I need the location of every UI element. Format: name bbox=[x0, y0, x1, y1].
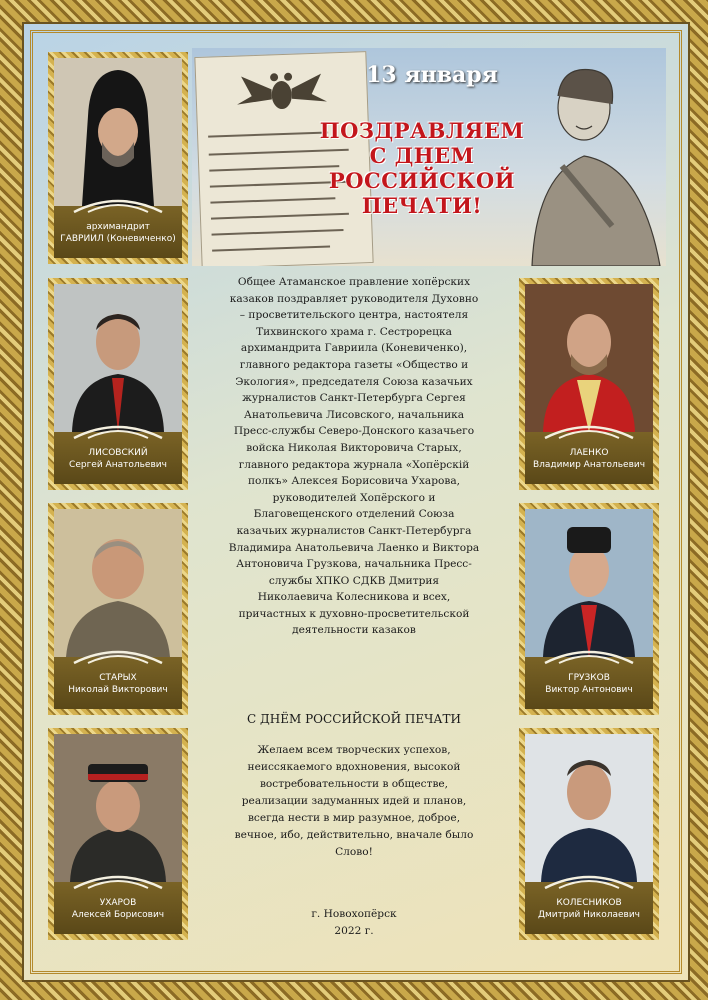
portrait-photo bbox=[525, 509, 653, 657]
message-line: журналистов Санкт-Петербурга Сергея bbox=[242, 392, 466, 405]
message-line: Николаевича Колесникова и всех, bbox=[257, 591, 451, 604]
crossed-quills-icon bbox=[68, 643, 168, 665]
date-label: 13 января bbox=[366, 62, 498, 88]
portrait-card-starykh bbox=[48, 503, 188, 715]
wish-line: Слово! bbox=[335, 846, 373, 858]
portrait-name-line1: ГРУЗКОВ bbox=[568, 673, 610, 683]
crossed-quills-icon bbox=[539, 418, 639, 440]
message-line: полкъ» Алексея Борисовича Ухарова, bbox=[247, 475, 461, 488]
wish-line: востребовательности в обществе, bbox=[259, 778, 449, 790]
crossed-quills-icon bbox=[68, 868, 168, 890]
section-title: С ДНЁМ РОССИЙСКОЙ ПЕЧАТИ bbox=[247, 712, 461, 726]
message-line: казаков поздравляет руководителя Духовно bbox=[229, 292, 479, 305]
portrait-name-line2: Николай Викторович bbox=[68, 685, 168, 695]
portrait-card-laenko bbox=[519, 278, 659, 490]
signature bbox=[198, 906, 510, 940]
portrait-photo bbox=[54, 509, 182, 657]
wish-line: неиссякаемого вдохновения, высокой bbox=[247, 761, 461, 773]
portrait-photo bbox=[525, 284, 653, 432]
message-line: Владимира Анатольевича Лаенко и Виктора bbox=[228, 541, 480, 554]
message-line: Антоновича Грузкова, начальника Пресс- bbox=[236, 558, 472, 571]
name-plate bbox=[54, 206, 182, 258]
crossed-quills-icon bbox=[68, 192, 168, 214]
portrait-photo bbox=[54, 58, 182, 206]
message-line: руководителей Хопёрского и bbox=[272, 491, 436, 504]
signature-place: г. Новохопёрск bbox=[311, 908, 397, 920]
portrait-name-line1: ЛАЕНКО bbox=[569, 448, 609, 458]
portrait-photo bbox=[54, 734, 182, 882]
portrait-name-line2: Дмитрий Николаевич bbox=[537, 910, 641, 920]
message-line: деятельности казаков bbox=[292, 624, 416, 637]
name-plate bbox=[54, 882, 182, 934]
name-plate bbox=[525, 882, 653, 934]
name-plate bbox=[54, 657, 182, 709]
portrait-name-line1: СТАРЫХ bbox=[99, 673, 137, 683]
portrait-name-line2: Алексей Борисович bbox=[71, 910, 165, 920]
portrait-name-line2: Владимир Анатольевич bbox=[532, 460, 646, 470]
message-line: главного редактора журнала «Хопёрскiй bbox=[238, 458, 470, 471]
wish-line: Желаем всем творческих успехов, bbox=[257, 744, 451, 756]
message-line: – просветительского центра, настоятеля bbox=[239, 309, 469, 322]
portrait-photo bbox=[525, 734, 653, 882]
crossed-quills-icon bbox=[539, 868, 639, 890]
message-line: Благовещенского отделений Союза bbox=[253, 508, 455, 521]
header-collage bbox=[192, 48, 666, 266]
message-line: архимандрита Гавриила (Коневиченко), bbox=[240, 342, 468, 355]
portrait-card-gruzkov bbox=[519, 503, 659, 715]
message-line: войска Николая Викторовича Старых, bbox=[246, 441, 462, 454]
portrait-name-line2: Сергей Анатольевич bbox=[69, 460, 167, 470]
name-plate bbox=[54, 432, 182, 484]
portrait-card-gavriil bbox=[48, 52, 188, 264]
message-line: казачьих журналистов Санкт-Петербурга bbox=[236, 524, 472, 537]
message-line: Тихвинского храма г. Сестрорецка bbox=[256, 325, 452, 338]
headline-line: С ДНЕМ bbox=[369, 143, 475, 168]
portrait-name-line1: УХАРОВ bbox=[99, 898, 137, 908]
wishes-paragraph bbox=[198, 742, 510, 861]
headline-line: РОССИЙСКОЙ bbox=[328, 168, 516, 193]
name-plate bbox=[525, 432, 653, 484]
crossed-quills-icon bbox=[68, 418, 168, 440]
name-plate bbox=[525, 657, 653, 709]
congratulation-message bbox=[198, 274, 510, 639]
signature-year: 2022 г. bbox=[334, 925, 374, 937]
headline bbox=[302, 118, 542, 218]
portrait-name-line2: ГАВРИИЛ (Коневиченко) bbox=[60, 234, 176, 244]
portrait-name-line1: архимандрит bbox=[86, 222, 150, 232]
portrait-name-line2: Виктор Антонович bbox=[545, 685, 633, 695]
wish-line: вечное, ибо, действительно, вначале было bbox=[234, 829, 474, 841]
headline-line: ПЕЧАТИ! bbox=[361, 193, 483, 218]
portrait-name-line1: КОЛЕСНИКОВ bbox=[556, 898, 622, 908]
message-line: главного редактора газеты «Общество и bbox=[239, 358, 469, 371]
message-line: Экология», председателя Союза казачьих bbox=[235, 375, 473, 388]
message-line: Общее Атаманское правление хопёрских bbox=[237, 276, 471, 288]
wish-line: всегда нести в мир разумное, доброе, bbox=[247, 812, 461, 824]
portrait-card-kolesnikov bbox=[519, 728, 659, 940]
headline-line: ПОЗДРАВЛЯЕМ bbox=[319, 118, 525, 143]
message-line: службы ХПКО СДКВ Дмитрия bbox=[268, 574, 440, 587]
wish-line: реализации задуманных идей и планов, bbox=[241, 795, 467, 807]
message-line: Пресс-службы Северо-Донского казачьего bbox=[233, 425, 475, 438]
portrait-card-lisovsky bbox=[48, 278, 188, 490]
crossed-quills-icon bbox=[539, 643, 639, 665]
portrait-card-ukharov bbox=[48, 728, 188, 940]
portrait-photo bbox=[54, 284, 182, 432]
message-line: причастных к духовно-просветительской bbox=[238, 607, 470, 620]
message-line: Анатольевича Лисовского, начальника bbox=[243, 408, 465, 421]
portrait-name-line1: ЛИСОВСКИЙ bbox=[88, 448, 148, 458]
